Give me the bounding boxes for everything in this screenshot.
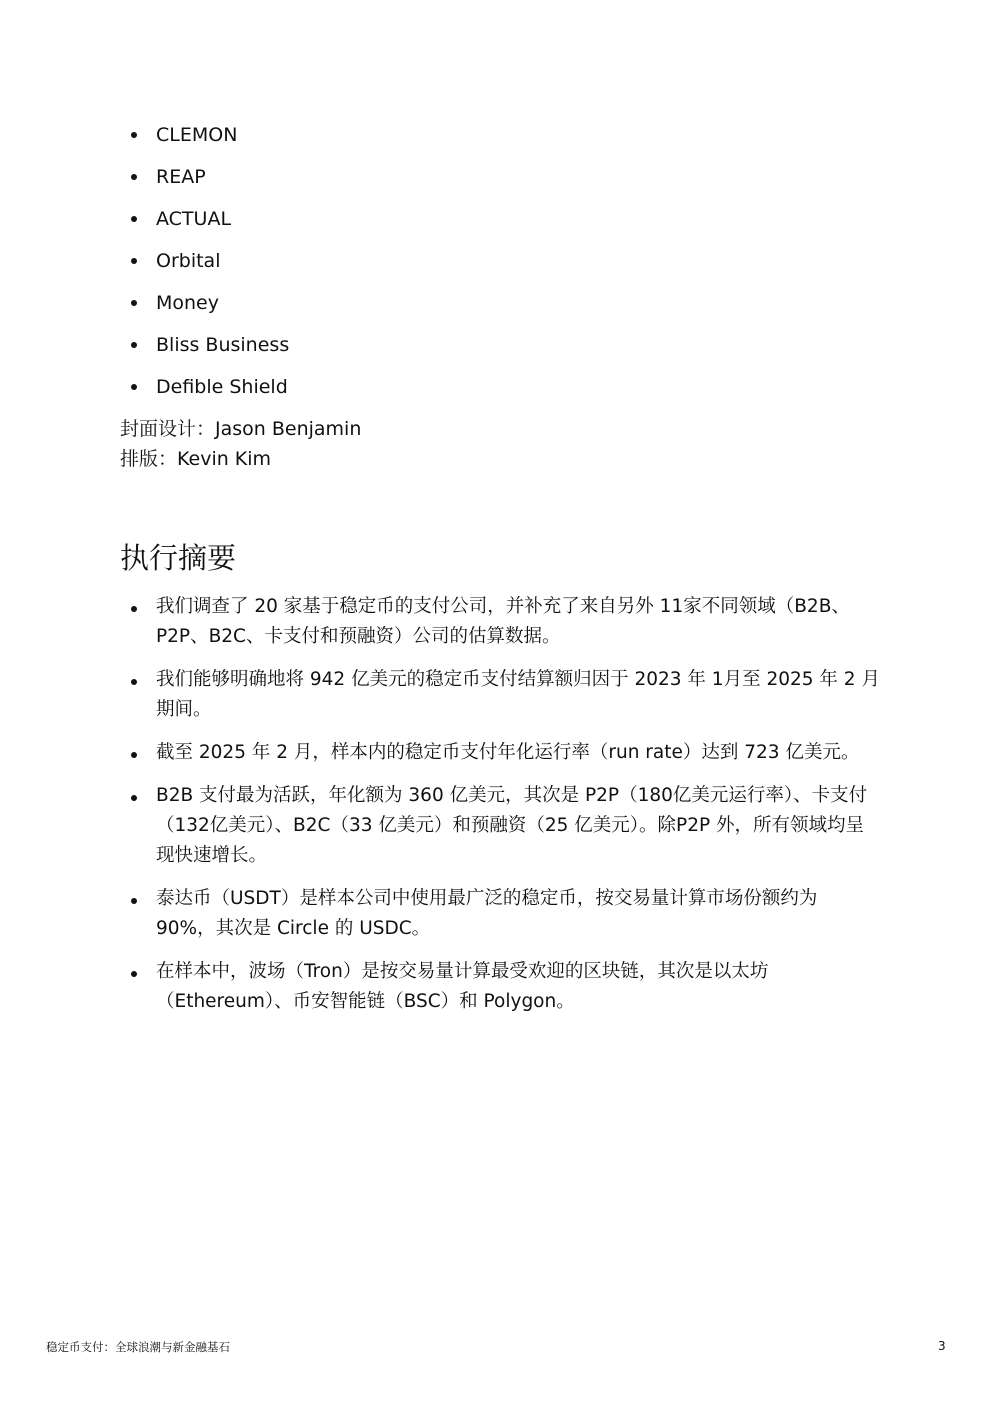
- sponsor-name: ACTUAL: [156, 208, 232, 230]
- credits: [120, 414, 361, 474]
- bullet-icon: [131, 898, 137, 904]
- bullet-icon: [131, 795, 137, 801]
- list-item: [120, 370, 289, 412]
- summary-text: 截至 2025 年 2 月，样本内的稳定币支付年化运行率（run rate）达到 723 亿美元。: [156, 742, 860, 763]
- summary-item: [120, 738, 880, 768]
- bullet-icon: [131, 300, 137, 306]
- summary-text: 我们调查了 20 家基于稳定币的支付公司，并补充了来自另外 11家不同领域（B2B、P2P、B2C、卡支付和预融资）公司的估算数据。: [156, 596, 850, 647]
- summary-text: 在样本中，波场（Tron）是按交易量计算最受欢迎的区块链，其次是以太坊（Ethereum）、币安智能链（BSC）和 Polygon。: [156, 961, 769, 1012]
- summary-item: [120, 957, 880, 1017]
- sponsor-name: Defible Shield: [156, 376, 288, 398]
- sponsor-list: [120, 118, 289, 412]
- section-heading: 执行摘要: [120, 541, 237, 575]
- summary-item: [120, 592, 880, 652]
- list-item: [120, 160, 289, 202]
- summary-text: 泰达币（USDT）是样本公司中使用最广泛的稳定币，按交易量计算市场份额约为 90%，其次是 Circle 的 USDC。: [156, 888, 818, 939]
- cover-design-credit: 封面设计：Jason Benjamin: [120, 418, 362, 440]
- layout-credit: 排版：Kevin Kim: [120, 448, 272, 470]
- sponsor-name: CLEMON: [156, 124, 238, 146]
- sponsor-name: Bliss Business: [156, 334, 290, 356]
- list-item: [120, 118, 289, 160]
- page-number: 3: [938, 1339, 946, 1353]
- bullet-icon: [131, 384, 137, 390]
- executive-summary-list: [120, 592, 880, 1030]
- bullet-icon: [131, 971, 137, 977]
- bullet-icon: [131, 258, 137, 264]
- list-item: [120, 286, 289, 328]
- summary-item: [120, 884, 880, 944]
- summary-item: [120, 781, 880, 871]
- bullet-icon: [131, 679, 137, 685]
- list-item: [120, 244, 289, 286]
- sponsor-name: Money: [156, 292, 219, 314]
- list-item: [120, 328, 289, 370]
- footer-title: 稳定币支付：全球浪潮与新金融基石: [46, 1340, 230, 1354]
- bullet-icon: [131, 606, 137, 612]
- bullet-icon: [131, 132, 137, 138]
- sponsor-name: REAP: [156, 166, 206, 188]
- summary-text: B2B 支付最为活跃，年化额为 360 亿美元，其次是 P2P（180亿美元运行率）、卡支付（132亿美元）、B2C（33 亿美元）和预融资（25 亿美元）。除P2P 外，所有领域均呈现快速增长。: [156, 785, 868, 866]
- list-item: [120, 202, 289, 244]
- bullet-icon: [131, 342, 137, 348]
- bullet-icon: [131, 174, 137, 180]
- bullet-icon: [131, 216, 137, 222]
- bullet-icon: [131, 752, 137, 758]
- sponsor-name: Orbital: [156, 250, 221, 272]
- summary-text: 我们能够明确地将 942 亿美元的稳定币支付结算额归因于 2023 年 1月至 2025 年 2 月期间。: [156, 669, 880, 720]
- summary-item: [120, 665, 880, 725]
